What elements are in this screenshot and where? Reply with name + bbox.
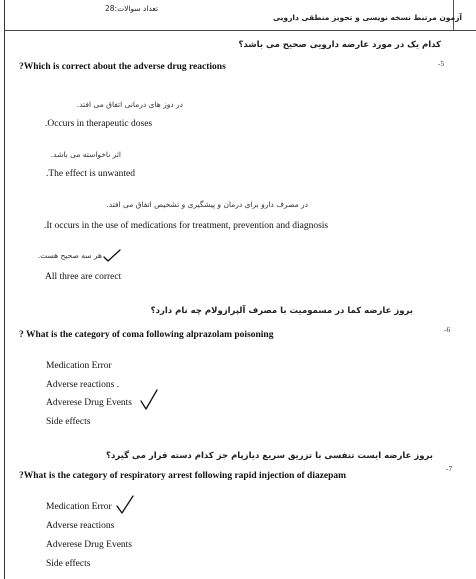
option-en: .It occurs in the use of medications for treatment, prevention and diagnosis: [44, 221, 329, 231]
question-count: تعداد سوالات:28: [105, 4, 159, 13]
header-divider: [4, 30, 476, 31]
option-en: .Occurs in therapeutic doses: [45, 119, 153, 129]
option-fa: هر سه صحیح هست.: [37, 251, 102, 260]
option-text: Adverse reactions .: [46, 380, 120, 390]
checkmark-icon: [115, 494, 135, 516]
option-text: Adverese Drug Events: [46, 398, 133, 408]
question-number: -6: [444, 325, 451, 334]
question-text-en: ? What is the category of coma following alprazolam poisoning: [19, 330, 274, 340]
option-en: .The effect is unwanted: [46, 169, 135, 179]
option-en: All three are correct: [45, 272, 122, 282]
question-number: -5: [438, 59, 445, 68]
question-text-en: ?What is the category of respiratory arrest following rapid injection of diazepam: [19, 471, 347, 481]
option-fa: در دوز های درمانی اتفاق می افتد.: [76, 100, 183, 109]
left-margin-rule: [4, 0, 5, 579]
question-text-fa: بروز عارضه ایست تنفسی با تزریق سریع دیازپام جز کدام دسته قرار می گیرد؟: [106, 451, 433, 461]
exam-title: آزمون مرتبط نسخه نویسی و تجویز منطقی دارویی: [273, 13, 462, 22]
option-text: Medication Error: [46, 361, 112, 371]
option-text: Adverse reactions: [46, 521, 115, 531]
option-text: Medication Error: [46, 502, 112, 512]
question-text-fa: کدام یک در مورد عارضه دارویی صحیح می باشد؟: [238, 40, 441, 50]
question-number: -7: [446, 464, 453, 473]
option-fa: در مصرف دارو برای درمان و پیشگیری و تشخیص اتفاق می افتد.: [106, 200, 308, 209]
option-text: Side effects: [46, 417, 91, 427]
checkmark-icon: [139, 388, 159, 412]
option-text: Side effects: [46, 559, 91, 569]
option-fa: اثر ناخواسته می باشد.: [50, 150, 121, 159]
option-text: Adverese Drug Events: [46, 540, 133, 550]
question-text-fa: بروز عارضه کما در مسمومیت با مصرف آلپرازولام چه نام دارد؟: [150, 306, 413, 316]
checkmark-icon: [102, 248, 122, 264]
question-text-en: ?Which is correct about the adverse drug reactions: [19, 62, 226, 72]
